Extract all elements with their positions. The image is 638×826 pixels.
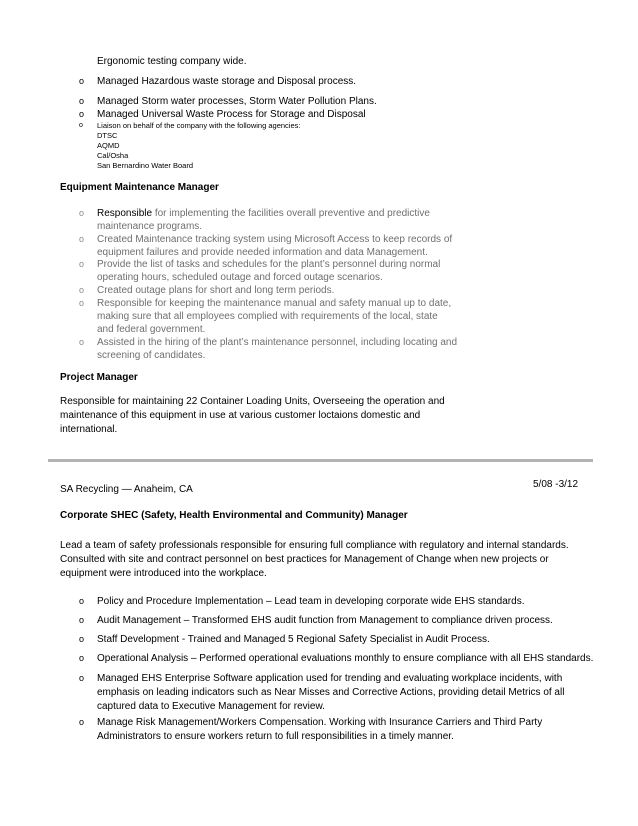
bullet-marker: o xyxy=(79,109,85,119)
summary-line: Consulted with site and contract personnel on best practices for Management of Change when new projects or xyxy=(60,554,549,565)
list-item-line: screening of candidates. xyxy=(97,350,206,361)
list-item-line: Responsible for implementing the facilities overall preventive and predictive xyxy=(97,208,430,219)
summary-line: equipment were introduced into the workplace. xyxy=(60,568,267,579)
employment-dates: 5/08 -3/12 xyxy=(533,479,579,490)
bullet-marker: o xyxy=(79,259,85,269)
list-item-line: Assisted in the hiring of the plant’s maintenance personnel, including locating and xyxy=(97,337,458,348)
bullet-marker: o xyxy=(79,337,85,347)
bullet-marker: o xyxy=(79,208,85,218)
list-item-line: Created Maintenance tracking system using Microsoft Access to keep records of xyxy=(97,234,453,245)
section-heading-project: Project Manager xyxy=(60,372,138,383)
company-location: SA Recycling — Anaheim, CA xyxy=(60,484,193,495)
bullet-marker: o xyxy=(79,298,85,308)
list-item-line: emphasis on leading indicators such as Near Misses and Corrective Actions, providing detail Metrics of all xyxy=(97,687,565,698)
list-item-line: captured data to Executive Management for review. xyxy=(97,701,325,712)
bullet-marker: o xyxy=(79,673,85,683)
list-item-line: Provide the list of tasks and schedules for the plant’s personnel during normal xyxy=(97,259,441,270)
bullet-marker: o xyxy=(79,634,85,644)
bullet-marker: o xyxy=(79,717,85,727)
liaison-line: Liaison on behalf of the company with the following agencies: xyxy=(97,121,301,130)
list-item: Staff Development - Trained and Managed 5 Regional Safety Specialist in Audit Process. xyxy=(97,634,490,645)
agency-item: Cal/Osha xyxy=(97,151,129,160)
emphasis-text: Responsible xyxy=(97,208,153,219)
section-heading-equipment: Equipment Maintenance Manager xyxy=(60,182,219,193)
bullet-marker: o xyxy=(79,122,83,129)
job-title: Corporate SHEC (Safety, Health Environmental and Community) Manager xyxy=(60,510,408,521)
list-item-line: maintenance programs. xyxy=(97,221,203,232)
list-item: Managed Storm water processes, Storm Water Pollution Plans. xyxy=(97,96,377,107)
list-item-line: and federal government. xyxy=(97,324,206,335)
paragraph-line: maintenance of this equipment in use at various customer loctaions domestic and xyxy=(60,410,421,421)
list-item: Managed Universal Waste Process for Storage and Disposal xyxy=(97,109,366,120)
ergonomic-line: Ergonomic testing company wide. xyxy=(97,56,247,67)
list-item-line: Manage Risk Management/Workers Compensation. Working with Insurance Carriers and Third Party xyxy=(97,717,543,728)
list-item-line: Administrators to ensure workers return to full responsibilities in a timely manner. xyxy=(97,731,454,742)
list-item-line: operating hours, scheduled outage and forced outage scenarios. xyxy=(97,272,383,283)
bullet-marker: o xyxy=(79,653,85,663)
agency-item: San Bernardino Water Board xyxy=(97,161,194,170)
list-item-line: Created outage plans for short and long term periods. xyxy=(97,285,335,296)
paragraph-line: international. xyxy=(60,424,118,435)
list-item-line: making sure that all employees complied with requirements of the local, state xyxy=(97,311,438,322)
summary-line: Lead a team of safety professionals responsible for ensuring full compliance with regulatory and internal standards. xyxy=(60,540,569,551)
agency-item: AQMD xyxy=(97,141,120,150)
section-divider xyxy=(48,459,593,462)
paragraph-line: Responsible for maintaining 22 Container Loading Units, Overseeing the operation and xyxy=(60,396,445,407)
list-item: Managed Hazardous waste storage and Disposal process. xyxy=(97,76,357,87)
list-item: Policy and Procedure Implementation – Lead team in developing corporate wide EHS standards. xyxy=(97,596,525,607)
list-item: Operational Analysis – Performed operational evaluations monthly to ensure compliance with all EHS standards. xyxy=(97,653,594,664)
bullet-marker: o xyxy=(79,596,85,606)
list-item-line: Responsible for keeping the maintenance manual and safety manual up to date, xyxy=(97,298,452,309)
list-item-line: Managed EHS Enterprise Software application used for trending and evaluating workplace incidents, with xyxy=(97,673,563,684)
list-item-line: equipment failures and provide needed information and data Management. xyxy=(97,247,428,258)
bullet-marker: o xyxy=(79,76,85,86)
bullet-marker: o xyxy=(79,96,85,106)
bullet-marker: o xyxy=(79,234,85,244)
bullet-marker: o xyxy=(79,615,85,625)
list-item: Audit Management – Transformed EHS audit function from Management to compliance driven process. xyxy=(97,615,553,626)
agency-item: DTSC xyxy=(97,131,118,140)
bullet-marker: o xyxy=(79,285,85,295)
